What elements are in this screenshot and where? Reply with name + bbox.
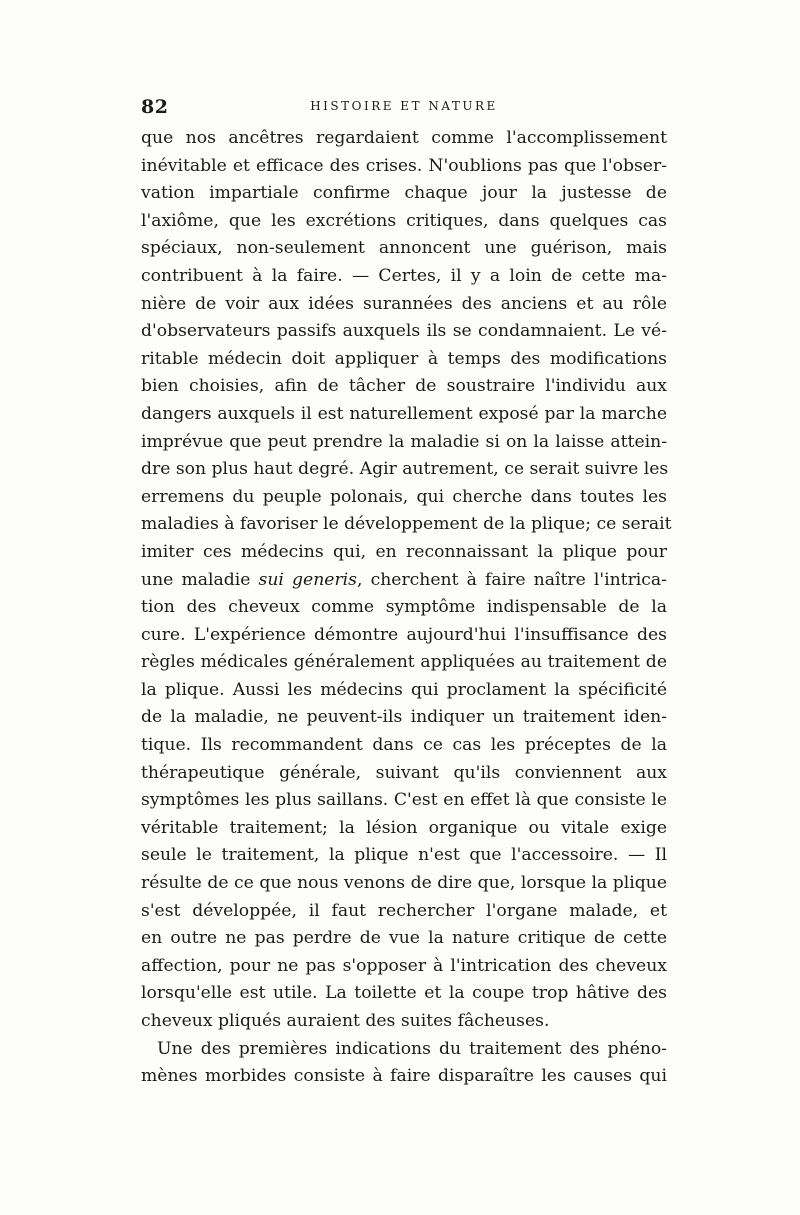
text-line: mènes morbides consiste à faire disparaître les causes qui	[141, 1066, 667, 1087]
text-line: lorsqu'elle est utile. La toilette et la coupe trop hâtive des	[141, 983, 667, 1004]
text-line: règles médicales généralement appliquées au traitement de	[141, 652, 667, 673]
text-line: maladies à favoriser le développement de la plique; ce serait	[141, 514, 672, 535]
text-line: bien choisies, afin de tâcher de soustraire l'individu aux	[141, 376, 667, 397]
paragraph-start-line: Une des premières indications du traitement des phéno-	[157, 1038, 667, 1059]
text-line: en outre ne pas perdre de vue la nature critique de cette	[141, 928, 667, 949]
text-line: imprévue que peut prendre la maladie si on la laisse attein-	[141, 431, 667, 452]
text-line: erremens du peuple polonais, qui cherche dans toutes les	[141, 486, 667, 507]
text-line: tique. Ils recommandent dans ce cas les préceptes de la	[141, 735, 667, 756]
paragraph-end-line: cheveux pliqués auraient des suites fâcheuses.	[141, 1011, 550, 1031]
text-line: affection, pour ne pas s'opposer à l'intrication des cheveux	[141, 955, 667, 976]
text-line: thérapeutique générale, suivant qu'ils conviennent aux	[141, 762, 667, 783]
text-line: cure. L'expérience démontre aujourd'hui l'insuffisance des	[141, 624, 667, 645]
text-line: dangers auxquels il est naturellement exposé par la marche	[141, 403, 667, 424]
text-line: ritable médecin doit appliquer à temps des modifications	[141, 348, 667, 369]
text-line: l'axiôme, que les excrétions critiques, dans quelques cas	[141, 210, 667, 231]
text-line: que nos ancêtres regardaient comme l'accomplissement	[141, 128, 667, 148]
line-segment: , cherchent à faire naître l'intrica-	[357, 569, 667, 590]
running-head: HISTOIRE ET NATURE	[310, 99, 498, 113]
text-line: nière de voir aux idées surannées des anciens et au rôle	[141, 293, 667, 314]
text-line: d'observateurs passifs auxquels ils se condamnaient. Le vé-	[141, 321, 667, 342]
italic-phrase: sui generis	[258, 569, 357, 590]
text-line: de la maladie, ne peuvent-ils indiquer un traitement iden-	[141, 707, 667, 728]
text-line-with-italic	[141, 567, 667, 595]
text-line: imiter ces médecins qui, en reconnaissant la plique pour	[141, 541, 667, 562]
text-line: dre son plus haut degré. Agir autrement, ce serait suivre les	[141, 459, 669, 480]
text-line: symptômes les plus saillans. C'est en effet là que consiste le	[141, 790, 667, 811]
line-segment: une maladie	[141, 569, 259, 590]
text-line: résulte de ce que nous venons de dire que, lorsque la plique	[141, 873, 667, 894]
text-line: s'est développée, il faut rechercher l'organe malade, et	[141, 900, 667, 921]
body-text	[141, 125, 672, 1091]
text-line: contribuent à la faire. — Certes, il y a loin de cette ma-	[141, 265, 667, 286]
text-line: spéciaux, non-seulement annoncent une guérison, mais	[141, 238, 667, 259]
text-line: tion des cheveux comme symptôme indispensable de la	[141, 597, 667, 618]
page-number: 82	[141, 96, 169, 118]
text-line: vation impartiale confirme chaque jour la justesse de	[141, 183, 667, 204]
page-header	[141, 96, 667, 120]
text-line: seule le traitement, la plique n'est que l'accessoire. — Il	[141, 845, 667, 866]
text-line: la plique. Aussi les médecins qui proclament la spécificité	[141, 679, 667, 700]
text-line: véritable traitement; la lésion organique ou vitale exige	[141, 817, 667, 838]
text-line: inévitable et efficace des crises. N'oublions pas que l'obser-	[141, 155, 667, 176]
